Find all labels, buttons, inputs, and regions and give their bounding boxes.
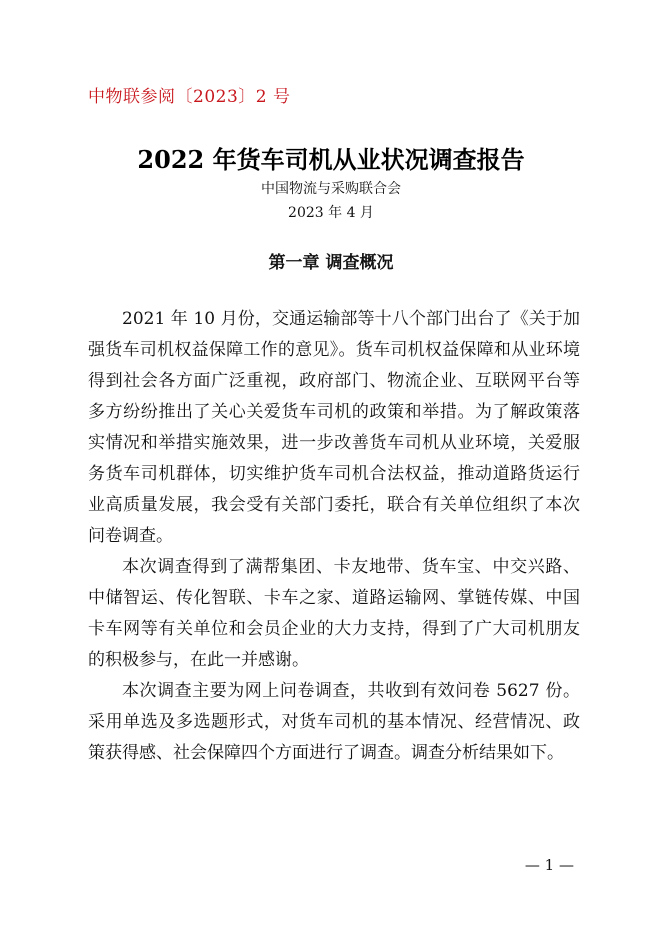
paragraph-2: 本次调查得到了满帮集团、卡友地带、货车宝、中交兴路、中储智运、传化智联、卡车之家、道路运输网、掌链传媒、中国卡车网等有关单位和会员企业的大力支持，得到了广大司机朋友的积极参与，在此一并感谢。: [88, 557, 580, 670]
body-text: [88, 304, 580, 769]
page-number: — 1 —: [524, 856, 574, 874]
chapter-heading: 第一章 调查概况: [268, 253, 394, 273]
paragraph-3: 本次调查主要为网上问卷调查，共收到有效问卷 5627 份。采用单选及多选题形式，对货车司机的基本情况、经营情况、政策获得感、社会保障四个方面进行了调查。调查分析结果如下。: [88, 681, 580, 763]
report-date: 2023 年 4 月: [288, 205, 374, 221]
report-title: 2022 年货车司机从业状况调查报告: [137, 145, 525, 174]
organization-name: 中国物流与采购联合会: [261, 181, 401, 197]
document-number: 中物联参阅〔2023〕2 号: [88, 87, 291, 107]
paragraph-1: 2021 年 10 月份，交通运输部等十八个部门出台了《关于加强货车司机权益保障工作的意见》。货车司机权益保障和从业环境得到社会各方面广泛重视，政府部门、物流企业、互联网平台等多方纷纷推出了关心关爱货车司机的政策和举措。为了解政策落实情况和举措实施效果，进一步改善货车司机从业环境，关爱服务货车司机群体，切实维护货车司机合法权益，推动道路货运行业高质量发展，我会受有关部门委托，联合有关单位组织了本次问卷调查。: [88, 309, 580, 546]
